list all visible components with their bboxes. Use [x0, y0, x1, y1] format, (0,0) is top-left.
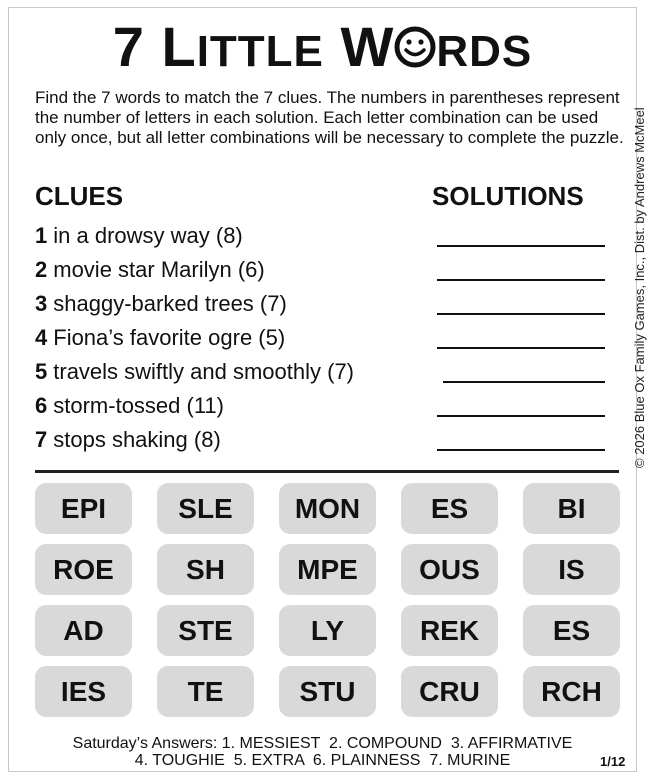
clue-text: shaggy-barked trees (7): [53, 291, 287, 316]
clue-number: 6: [35, 393, 48, 418]
letter-tile[interactable]: ES: [401, 483, 498, 534]
solution-blank[interactable]: [443, 381, 605, 383]
solution-blank[interactable]: [437, 415, 605, 417]
solutions-header: SOLUTIONS: [432, 181, 584, 211]
clue-row: [35, 321, 605, 355]
section-divider: [35, 470, 619, 473]
letter-tile[interactable]: SLE: [157, 483, 254, 534]
clue-row: [35, 287, 605, 321]
clue-number: 4: [35, 325, 48, 350]
letter-tile[interactable]: CRU: [401, 666, 498, 717]
letter-tile[interactable]: ES: [523, 605, 620, 656]
letter-tile[interactable]: MPE: [279, 544, 376, 595]
clue-text: stops shaking (8): [53, 427, 221, 452]
clue-row: [35, 355, 605, 389]
letter-tile[interactable]: SH: [157, 544, 254, 595]
letter-tile[interactable]: BI: [523, 483, 620, 534]
letter-tile[interactable]: LY: [279, 605, 376, 656]
clue-number: 3: [35, 291, 48, 316]
letter-tile[interactable]: MON: [279, 483, 376, 534]
solution-blank[interactable]: [437, 279, 605, 281]
clue-row: [35, 423, 605, 457]
letter-tile[interactable]: OUS: [401, 544, 498, 595]
clue-text: movie star Marilyn (6): [53, 257, 265, 282]
letter-tile[interactable]: RCH: [523, 666, 620, 717]
puzzle-title: [0, 12, 645, 87]
letter-tile[interactable]: IES: [35, 666, 132, 717]
letter-tile[interactable]: IS: [523, 544, 620, 595]
solution-blank[interactable]: [437, 245, 605, 247]
solution-blank[interactable]: [437, 449, 605, 451]
letter-tile[interactable]: TE: [157, 666, 254, 717]
letter-tile[interactable]: REK: [401, 605, 498, 656]
copyright-credit: © 2026 Blue Ox Family Games, Inc., Dist. by Andrews McMeel: [632, 107, 647, 468]
answers-line-2: 4. TOUGHIE 5. EXTRA 6. PLAINNESS 7. MURINE: [134, 752, 511, 769]
solution-blank[interactable]: [437, 313, 605, 315]
answers-line-1: Saturday’s Answers: 1. MESSIEST 2. COMPOUND 3. AFFIRMATIVE: [72, 735, 573, 752]
clue-row: [35, 389, 605, 423]
clue-number: 2: [35, 257, 48, 282]
title-number: 7: [112, 15, 145, 78]
clue-row: [35, 219, 605, 253]
smiley-face-icon: [394, 26, 436, 68]
instructions-text: Find the 7 words to match the 7 clues. The numbers in parentheses represent the number of letters in each solution. Each letter combination can be used only once, but all letter combinations will be necessary to complete the puzzle.: [35, 88, 624, 147]
clue-text: travels swiftly and smoothly (7): [53, 359, 355, 384]
letter-tile[interactable]: AD: [35, 605, 132, 656]
letter-tile[interactable]: STE: [157, 605, 254, 656]
title-word-little: LITTLE: [161, 15, 324, 78]
letter-tile[interactable]: ROE: [35, 544, 132, 595]
previous-answers: [0, 735, 645, 769]
clue-text: in a drowsy way (8): [53, 223, 243, 248]
clues-header: CLUES: [35, 181, 124, 211]
clue-number: 5: [35, 359, 48, 384]
clue-row: [35, 253, 605, 287]
solution-blank[interactable]: [437, 347, 605, 349]
clue-list: [35, 219, 605, 457]
letter-tile[interactable]: EPI: [35, 483, 132, 534]
clue-number: 1: [35, 223, 48, 248]
clue-number: 7: [35, 427, 48, 452]
letter-tile-grid: [35, 483, 620, 717]
clue-text: storm-tossed (11): [53, 393, 224, 418]
letter-tile[interactable]: STU: [279, 666, 376, 717]
title-word-words: W RDS: [340, 15, 533, 78]
clue-text: Fiona’s favorite ogre (5): [53, 325, 286, 350]
page-number: 1/12: [600, 754, 626, 769]
